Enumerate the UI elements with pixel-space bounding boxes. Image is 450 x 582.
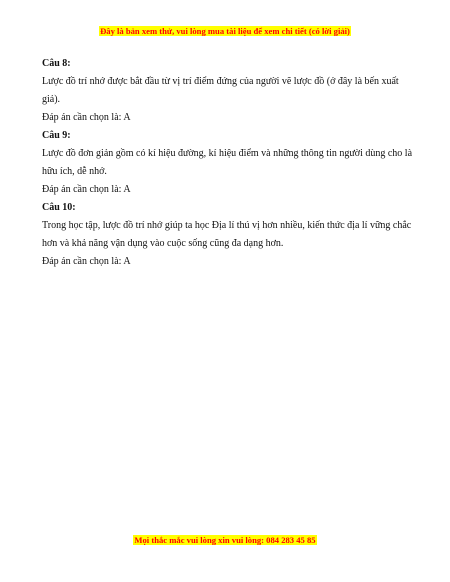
question-answer: Đáp án cần chọn là: A: [42, 184, 131, 195]
question-explanation: Trong học tập, lược đồ trí nhớ giúp ta học Địa lí thú vị hơn nhiều, kiến thức địa lí vững chắc hơn và khả năng vận dụng vào cuộc sống cũng đa dạng hơn.: [42, 220, 412, 249]
question-block: [42, 127, 412, 199]
question-title: Câu 8:: [42, 58, 71, 69]
question-block: [42, 199, 412, 271]
preview-notice-banner: [0, 26, 450, 37]
question-explanation: Lược đồ trí nhớ được bắt đầu từ vị trí điểm đứng của người vẽ lược đồ (ở đây là bến xuất giả).: [42, 76, 399, 105]
question-answer: Đáp án cần chọn là: A: [42, 256, 131, 267]
document-content: [42, 55, 412, 271]
contact-footer-banner: [0, 535, 450, 546]
question-title: Câu 10:: [42, 202, 76, 213]
question-title: Câu 9:: [42, 130, 71, 141]
question-block: [42, 55, 412, 127]
question-answer: Đáp án cần chọn là: A: [42, 112, 131, 123]
contact-footer-text: Mọi thắc mắc vui lòng xin vui lòng: 084 283 45 85: [134, 535, 316, 545]
preview-notice-text: Đây là bản xem thử, vui lòng mua tài liệu để xem chi tiết (có lời giải): [100, 26, 350, 36]
question-explanation: Lược đồ đơn giản gồm có kí hiệu đường, kí hiệu điểm và những thông tin người dùng cho là hữu ích, dễ nhớ.: [42, 148, 413, 177]
